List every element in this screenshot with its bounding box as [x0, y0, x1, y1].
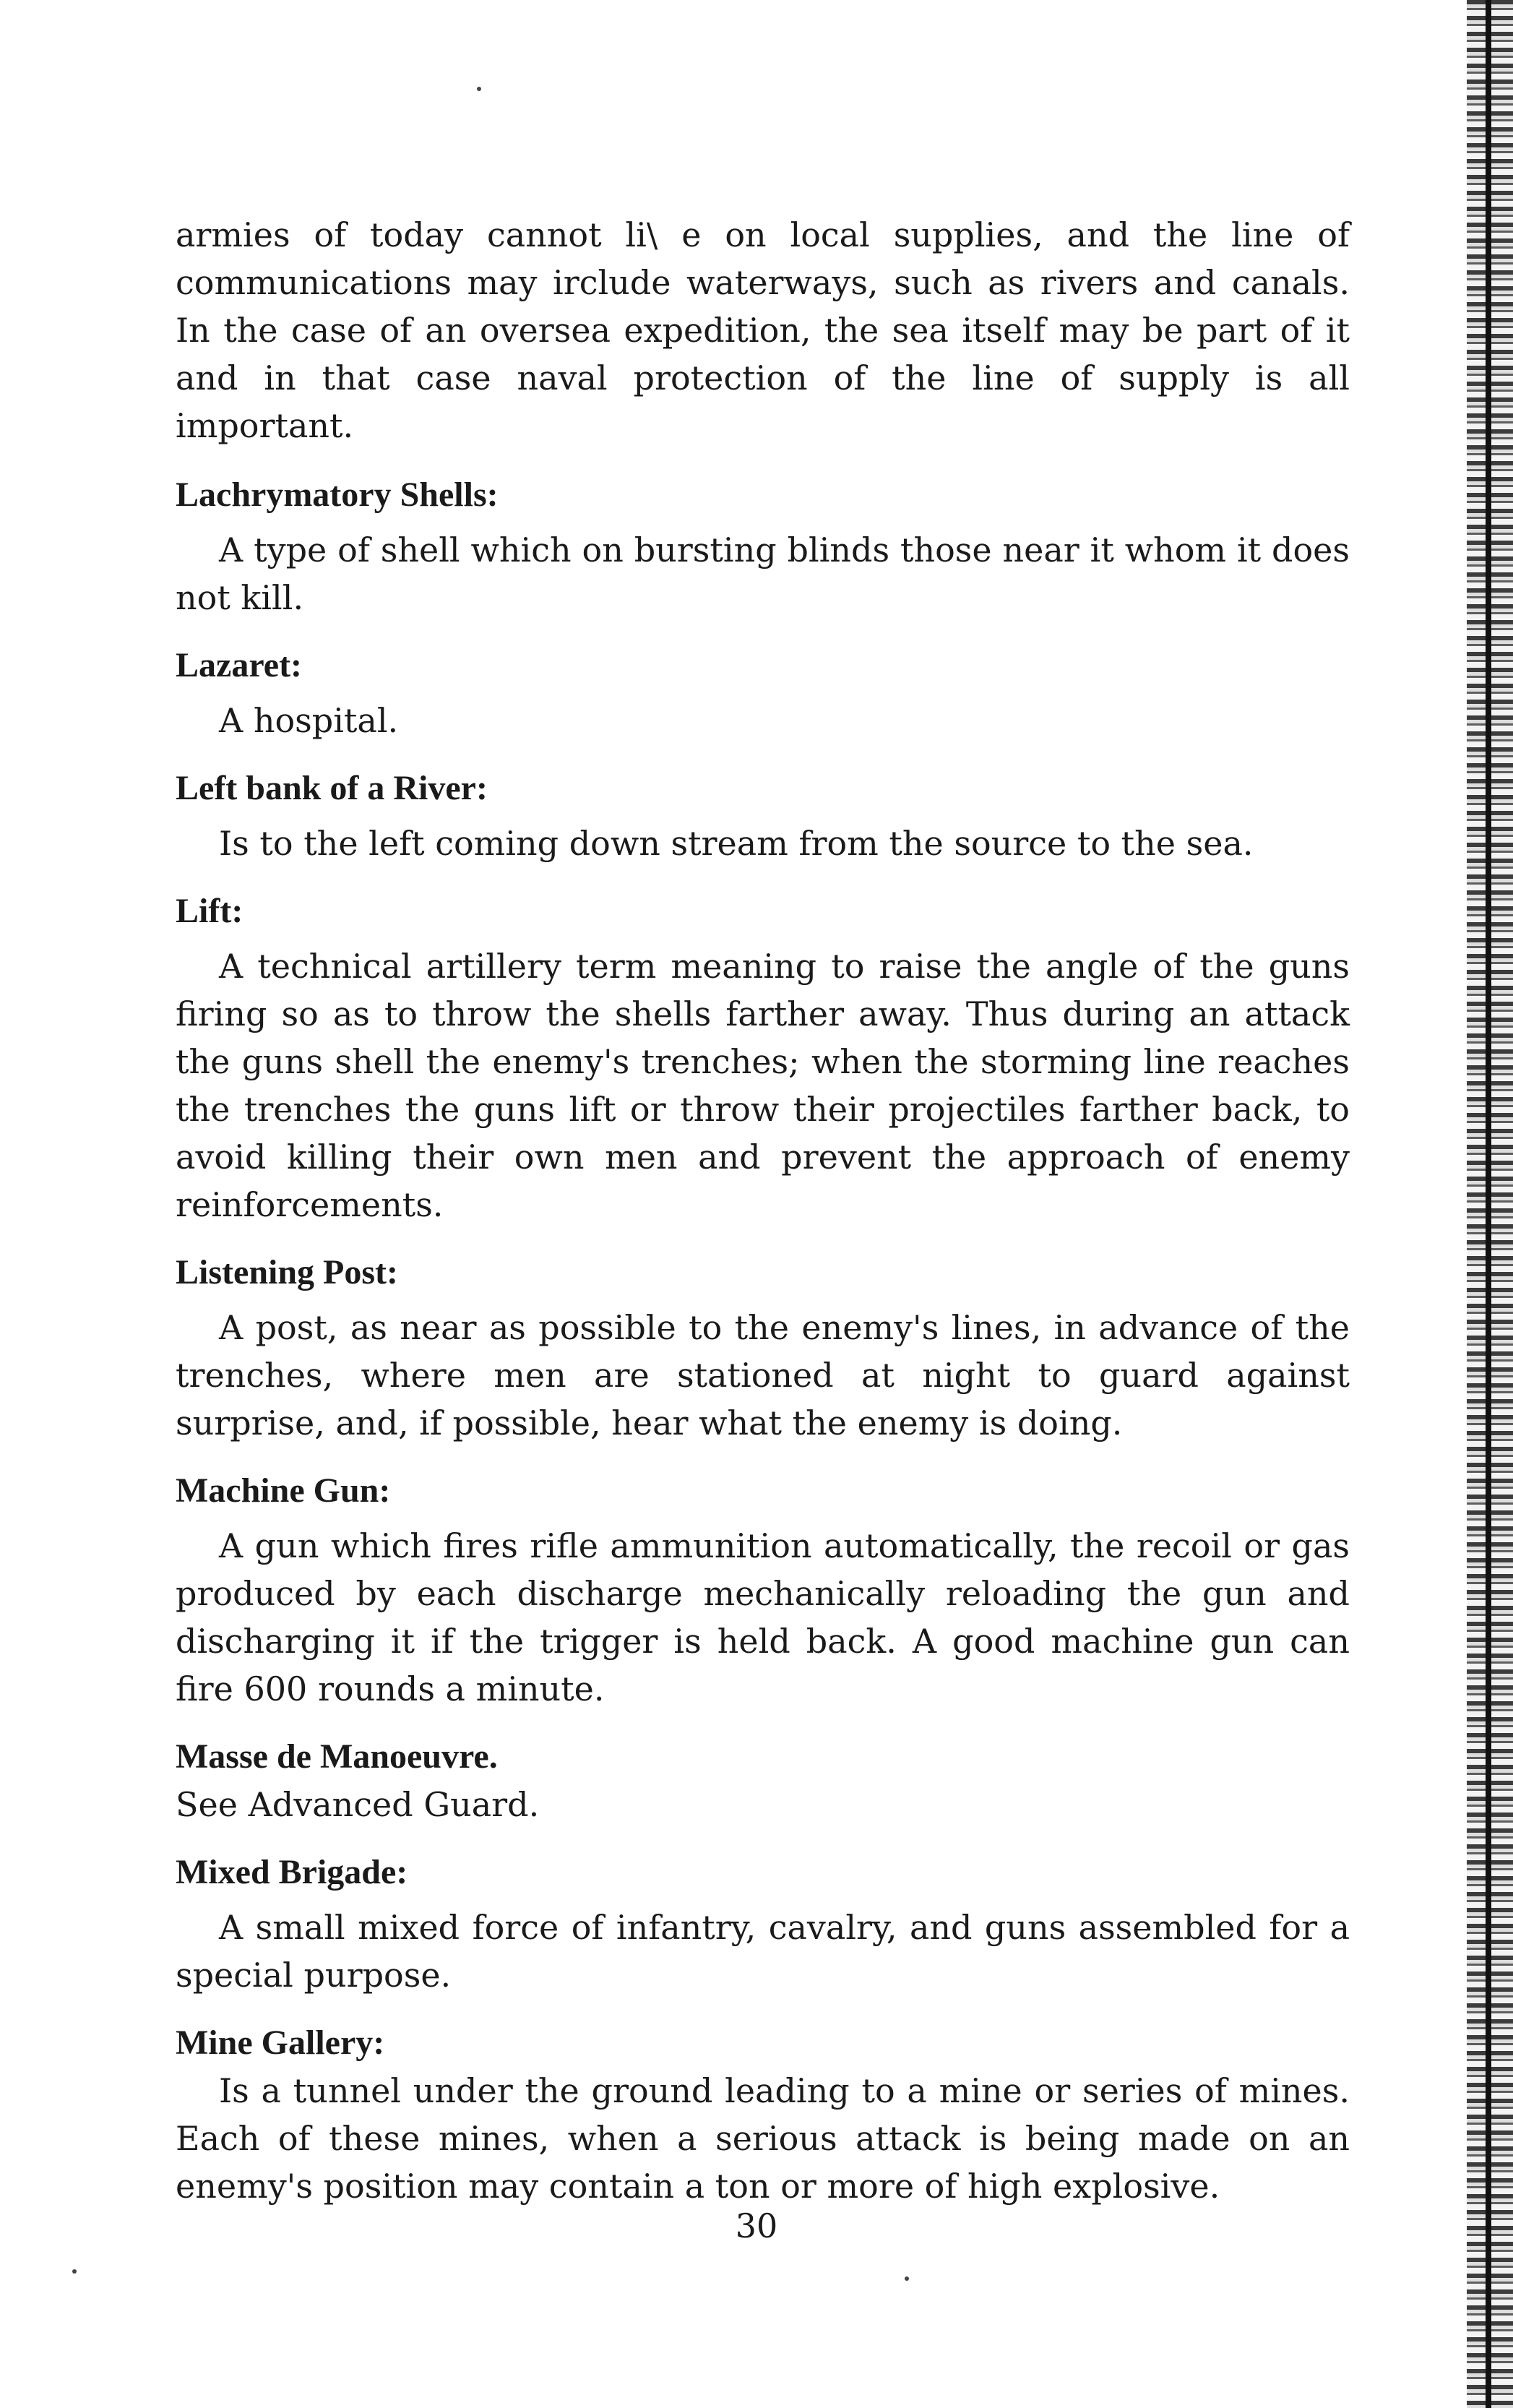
entry-definition: Is a tunnel under the ground leading to a mine or series of mines. Each of these mines, when a serious attack is being made on an enemy's position may contain a ton or more of high explosive.: [176, 2071, 1350, 2206]
entry-definition: A hospital.: [219, 701, 399, 740]
glossary-entry-lachrymatory-shells: [176, 471, 1350, 622]
glossary-entry-lift: [176, 887, 1350, 1229]
entry-definition: A type of shell which on bursting blinds those near it whom it does not kill.: [176, 530, 1350, 617]
entry-definition: A technical artillery term meaning to raise the angle of the guns firing so as to throw the shells farther away. Thus during an attack the guns shell the enemy's trenches; when the storming line reaches the trenches the guns lift or throw their projectiles farther back, to avoid killing their own men and prevent the approach of enemy reinforcements.: [176, 947, 1350, 1224]
glossary-entry-left-bank: [176, 765, 1350, 867]
entry-definition: A small mixed force of infantry, cavalry, and guns assembled for a special purpose.: [176, 1908, 1350, 1995]
entry-term: Mixed Brigade:: [176, 1853, 408, 1891]
entry-definition: A gun which fires rifle ammunition automatically, the recoil or gas produced by each discharge mechanically reloading the gun and discharging it if the trigger is held back. A good machine gun can fire 600 rounds a minute.: [176, 1526, 1350, 1708]
entry-definition: Is to the left coming down stream from the source to the sea.: [219, 824, 1254, 863]
entry-term: Left bank of a River:: [176, 769, 488, 807]
entry-term: Machine Gun:: [176, 1471, 391, 1510]
glossary-entry-mixed-brigade: [176, 1849, 1350, 1999]
scan-speck: [905, 2276, 909, 2281]
glossary-entry-machine-gun: [176, 1467, 1350, 1713]
glossary-entry-lazaret: [176, 642, 1350, 744]
entry-definition: See Advanced Guard.: [176, 1785, 540, 1824]
entry-definition: A post, as near as possible to the enemy's lines, in advance of the trenches, where men are stationed at night to guard against surprise, and, if possible, hear what the enemy is doing.: [176, 1308, 1350, 1442]
glossary-entry-mine-gallery: [176, 2019, 1350, 2210]
entry-term: Lift:: [176, 892, 243, 930]
scan-speck: [477, 87, 481, 91]
scan-speck: [72, 2269, 77, 2274]
glossary-text: [176, 211, 1350, 2230]
entry-term: Lachrymatory Shells:: [176, 476, 499, 514]
entry-term: Lazaret:: [176, 646, 303, 684]
scan-edge-line: [1486, 0, 1491, 2408]
glossary-entry-listening-post: [176, 1249, 1350, 1447]
entry-term: Masse de Manoeuvre.: [176, 1737, 498, 1776]
entry-term: Mine Gallery:: [176, 2024, 385, 2062]
page-number: 30: [735, 2206, 778, 2245]
glossary-entry-masse-de-manoeuvre: [176, 1733, 1350, 1828]
entry-term: Listening Post:: [176, 1253, 399, 1291]
intro-paragraph: armies of today cannot li\ e on local supplies, and the line of communications may irclude waterways, such as rivers and canals. In the case of an oversea expedition, the sea itself may be part of it and in that case naval protection of the line of supply is all important.: [176, 215, 1350, 445]
